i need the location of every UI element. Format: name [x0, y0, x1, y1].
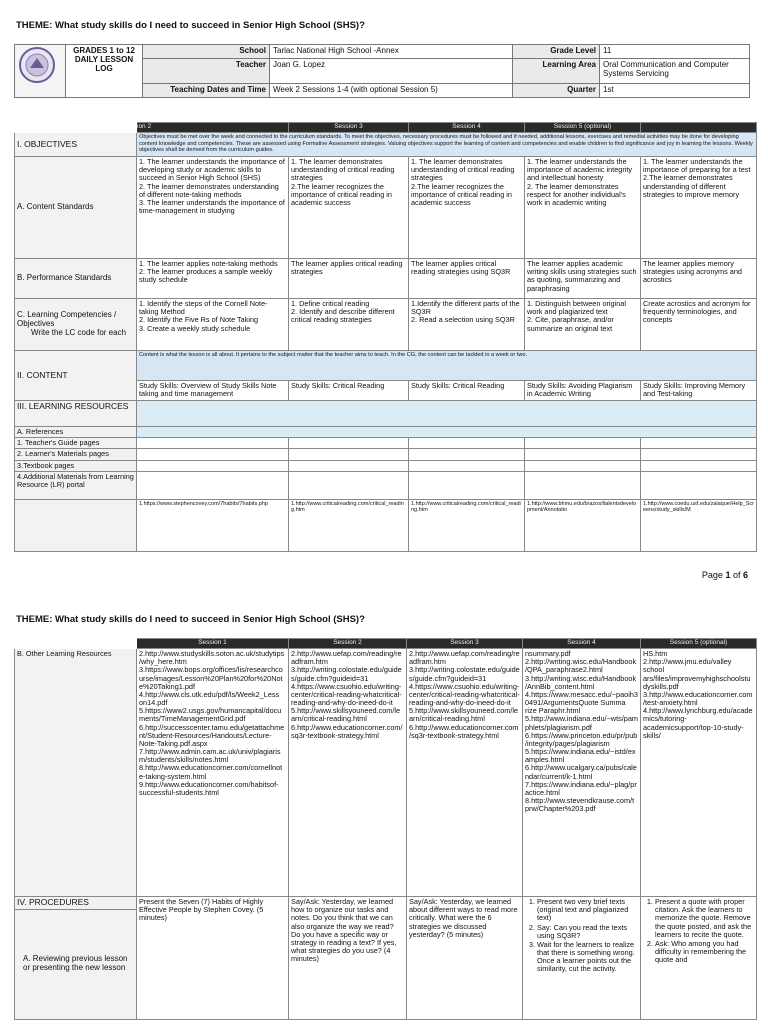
session-header-row	[15, 123, 757, 133]
content-standards-s4: 1. The learner understands the importance of academic integrity and intellectual honesty 2. The learner demonstrates respect for another individual's work in academic writing	[525, 157, 641, 259]
review-s1: Present the Seven (7) Habits of Highly Effective People by Stephen Covey. (5 minutes)	[137, 897, 289, 1020]
learning-resources-label: III. LEARNING RESOURCES	[15, 401, 137, 427]
review-s5	[641, 897, 757, 1020]
performance-standards-label: B. Performance Standards	[15, 259, 137, 299]
competencies-s2: 1. Define critical reading 2. Identify and describe different critical reading strategies	[289, 299, 409, 351]
p2-session-header-5: Session 5 (optional)	[641, 639, 757, 649]
page-number-total: 6	[742, 570, 748, 580]
content-label: II. CONTENT	[15, 351, 137, 401]
content-s1: Study Skills: Overview of Study Skills Note taking and time management	[137, 381, 289, 401]
review-s4	[523, 897, 641, 1020]
review-s4-step-3: 3. Wait for the learners to realize that there is something wrong. Once a learner points out the similarity, cut the activity.	[537, 941, 638, 974]
competencies-s3: 1.Identify the different parts of the SQ3R 2. Read a selection using SQ3R	[409, 299, 525, 351]
competencies-s4: 1. Distinguish between original work and plagiarized text 2. Cite, paraphrase, and/or summarize an original text	[525, 299, 641, 351]
theme-heading-page2: THEME: What study skills do I need to succeed in Senior High School (SHS)?	[16, 614, 365, 625]
review-s3: Say/Ask: Yesterday, we learned about different ways to read more critically. What were the 6 strategies we discussed yesterday? (5 minutes)	[407, 897, 523, 1020]
objectives-label: I. OBJECTIVES	[15, 133, 137, 157]
content-s4: Study Skills: Avoiding Plagiarism in Academic Writing	[525, 381, 641, 401]
content-note: Content is what the lesson is all about. It pertains to the subject matter that the teacher aims to teach. In the CG, the content can be tackled in a week or two.	[137, 351, 757, 381]
content-s2: Study Skills: Critical Reading	[289, 381, 409, 401]
teacher-label: Teacher	[143, 59, 270, 84]
content-standards-s3: 1. The learner demonstrates understanding of critical reading strategies 2.The learner recognizes the importance of critical reading in academic success	[409, 157, 525, 259]
p2-session-header-1: Session 1	[137, 639, 289, 649]
performance-standards-s2: The learner applies critical reading strategies	[289, 259, 409, 299]
lesson-log-title: GRADES 1 to 12 DAILY LESSON LOG	[66, 45, 143, 98]
grade-level-value: 11	[600, 45, 750, 59]
performance-standards-s1: 1. The learner applies note-taking methods 2. The learner produces a sample weekly study schedule	[137, 259, 289, 299]
content-standards-s1: 1. The learner understands the importance of developing study or academic skills to succeed in Senior High School (SHS) 2. The learner demonstrates understanding of different note-taking methods 3. The learner understands the importance of time-management in studying	[137, 157, 289, 259]
teaching-dates-value: Week 2 Sessions 1-4 (with optional Session 5)	[270, 83, 513, 97]
page-number-of: of	[730, 570, 743, 580]
session-header-3: Session 3	[289, 123, 409, 133]
p2-session-header-2: Session 2	[289, 639, 407, 649]
learning-competencies-cell	[15, 299, 137, 351]
content-standards-s5: 1. The learner understands the importance of preparing for a test 2.The learner demonstrates understanding of different strategies to improve memory	[641, 157, 757, 259]
additional-link-s3[interactable]: 1.http://www.criticalreading.com/critical_reading.htm	[409, 499, 525, 551]
additional-materials-label: 4.Additional Materials from Learning Resource (LR) portal	[15, 471, 137, 499]
quarter-value: 1st	[600, 83, 750, 97]
session-header-row-page2	[15, 639, 757, 649]
deped-seal-logo	[15, 45, 66, 98]
page2-lesson-table	[14, 638, 757, 1020]
competencies-s5: Create acrostics and acronym for frequently terminologies, and concepts	[641, 299, 757, 351]
session-header-5: Session 5 (optional)	[525, 123, 641, 133]
competencies-s1: 1. Identify the steps of the Cornell Note-taking Method 2. Identify the Five Rs of Note Taking 3. Create a weekly study schedule	[137, 299, 289, 351]
learning-competencies-label: C. Learning Competencies / Objectives	[17, 310, 117, 329]
review-s5-step-1: 1. Present a quote with proper citation. Ask the learners to memorize the quote. Remove the quote posted, and ask the learners to recite the quote.	[655, 898, 754, 939]
p2-session-header-3: Session 3	[407, 639, 523, 649]
other-resources-s5: HS.htm 2.http://www.jmu.edu/valley school ars/files/improvemyhighschoolstu dyskills.pdf 3.http://www.educationcorner.com/test-anxiety.html 4.http://www.lynchburg.edu/academics/tutoring-academicsupport/top-10-study-skills/	[641, 649, 757, 897]
content-standards-s2: 1. The learner demonstrates understanding of critical reading strategies 2.The learner recognizes the importance of critical reading in academic success	[289, 157, 409, 259]
other-resources-s1: 2.http://www.studyskills.soton.ac.uk/studytips/why_here.htm 3.https://www.bops.org/offices/lis/researchcourse/images/Lesson%20Plan%20for%20Note%20Taking1.pdf 4.http://www.cls.utk.edu/pdf/ls/Week2_Less on14.pdf 5.https://www2.usgs.gov/humancapital/documents/TimeManagementGrid.pdf 6.http://successcenter.tamu.edu/getattachment/Student-Resources/Handouts/Lecture-Note-Taking.pdf.aspx 7.http://www.admin.cam.ac.uk/univ/plagiarism/students/skills/notes.html 8.http://www.educationcorner.com/cornellnote-taking-system.html 9.http://www.educationcorner.com/habitsof-successful-students.html	[137, 649, 289, 897]
p2-session-header-4: Session 4	[523, 639, 641, 649]
page-number-prefix: Page	[701, 570, 726, 580]
content-standards-label: A. Content Standards	[15, 157, 137, 259]
page-number-current: 1	[725, 570, 731, 580]
lesson-log-header	[14, 44, 750, 98]
learning-area-label: Learning Area	[513, 59, 600, 84]
review-s4-step-1: 1. Present two very brief texts (original text and plagiarized text)	[537, 898, 638, 923]
other-resources-label: B. Other Learning Resources	[15, 649, 137, 897]
additional-link-s4[interactable]: 1.http://www.bhmu.edu/brazos/ltalentsdevelopment/Annotatio	[525, 499, 641, 551]
session-header-4: Session 4	[409, 123, 525, 133]
reviewing-lesson-label: A. Reviewing previous lesson or presenting the new lesson	[15, 909, 137, 1019]
procedures-label: IV. PROCEDURES	[15, 897, 137, 910]
school-label: School	[143, 45, 270, 59]
teaching-dates-label: Teaching Dates and Time	[143, 83, 270, 97]
objectives-note: Objectives must be met over the week and connected to the curriculum standards. To meet the objectives, necessary procedures must be followed and if needed, additional lessons, exercises and remedial activities may be done for developing content knowledge and competencies. These are assessed using Formative Assessment strategies. Valuing objectives support the learning of content and competencies and enable children to find significance and joy in learning the lessons. Weekly objectives shall be derived from the curriculum guides.	[137, 133, 757, 157]
teacher-value: Joan G. Lopez	[270, 59, 513, 84]
learners-materials-label: 2. Learner's Materials pages	[15, 449, 137, 460]
page1-lesson-table	[14, 122, 757, 552]
review-s2: Say/Ask: Yesterday, we learned how to organize our tasks and notes. Do you think that we can also organize the way we read? Do you have a specific way or strategy in reading a text? If yes, what strategies do you use? (4 minutes)	[289, 897, 407, 1020]
teachers-guide-label: 1. Teacher's Guide pages	[15, 438, 137, 449]
references-label: A. References	[15, 427, 137, 438]
page-number	[702, 570, 748, 580]
additional-link-s2[interactable]: 1.http://www.criticalreading.com/critical_reading.htm	[289, 499, 409, 551]
theme-heading: THEME: What study skills do I need to succeed in Senior High School (SHS)?	[16, 20, 365, 31]
content-s3: Study Skills: Critical Reading	[409, 381, 525, 401]
school-value: Tarlac National High School -Annex	[270, 45, 513, 59]
textbook-pages-label: 3.Textbook pages	[15, 460, 137, 471]
review-s4-step-2: 2. Say: Can you read the texts using SQ3R?	[537, 924, 638, 940]
learning-area-value: Oral Communication and Computer Systems Servicing	[600, 59, 750, 84]
session-header-2: ion 2	[137, 123, 289, 133]
other-resources-s4: nsummary.pdf 2.http://writing.wisc.edu/Handbook/QPA_paraphrase2.html 3.http://writing.wisc.edu/Handbook/AnnBib_content.html 4.https://www.mesacc.edu/~paoih30491/ArgumentsQuote Summa rize Paraphr.html 5.http://www.indiana.edu/~wts/pamphlets/plagiarism.pdf 6.https://www.princeton.edu/pr/pub/integrity/pages/plagiarism 5.https://www.indiana.edu/~istd/examples.html 6.http://www.ucalgary.ca/pubs/calendar/current/k-1.html 7.https://www.indiana.edu/~plag/practice.html 8.http://www.stevendkrause.com/tprw/Chapter%203.pdf	[523, 649, 641, 897]
performance-standards-s3: The learner applies critical reading strategies using SQ3R	[409, 259, 525, 299]
performance-standards-s5: The learner applies memory strategies using acronyms and acrostics	[641, 259, 757, 299]
additional-link-s1[interactable]: 1.https://www.stephencovey.com/7habits/7habits.php	[137, 499, 289, 551]
other-resources-s2: 2.http://www.uefap.com/reading/readfram.htm 3.http://writing.colostate.edu/guides/guide.cfm?guideid=31 4.https://www.csuohio.edu/writing-center/critical-reading-whatcritical-reading-and-why-do-ineed-do-it 5.http://www.skillsyouneed.com/learn/critical-reading.html 6.http://www.educationcorner.com/sq3r-textbook-strategy.html	[289, 649, 407, 897]
review-s5-step-2: 2. Ask: Who among you had difficulty in remembering the quote and	[655, 940, 754, 965]
other-resources-s3: 2.http://www.uefap.com/reading/readfram.htm 3.http://writing.colostate.edu/guides/guide.cfm?guideid=31 4.https://www.csuohio.edu/writing-center/critical-reading-whatcritical-reading-and-why-do-ineed-do-it 5.http://www.skillsyouneed.com/learn/critical-reading.html 6.http://www.educationcorner.com/sq3r-textbook-strategy.html	[407, 649, 523, 897]
quarter-label: Quarter	[513, 83, 600, 97]
additional-link-s5[interactable]: 1.http://www.coedu.usf.edu/zalaque/Help_Screens/study_skills/M	[641, 499, 757, 551]
grade-level-label: Grade Level	[513, 45, 600, 59]
lc-code-note: Write the LC code for each	[31, 327, 127, 337]
performance-standards-s4: The learner applies academic writing skills using strategies such as quoting, summarizing and paraphrasing	[525, 259, 641, 299]
content-s5: Study Skills: Improving Memory and Test-taking	[641, 381, 757, 401]
